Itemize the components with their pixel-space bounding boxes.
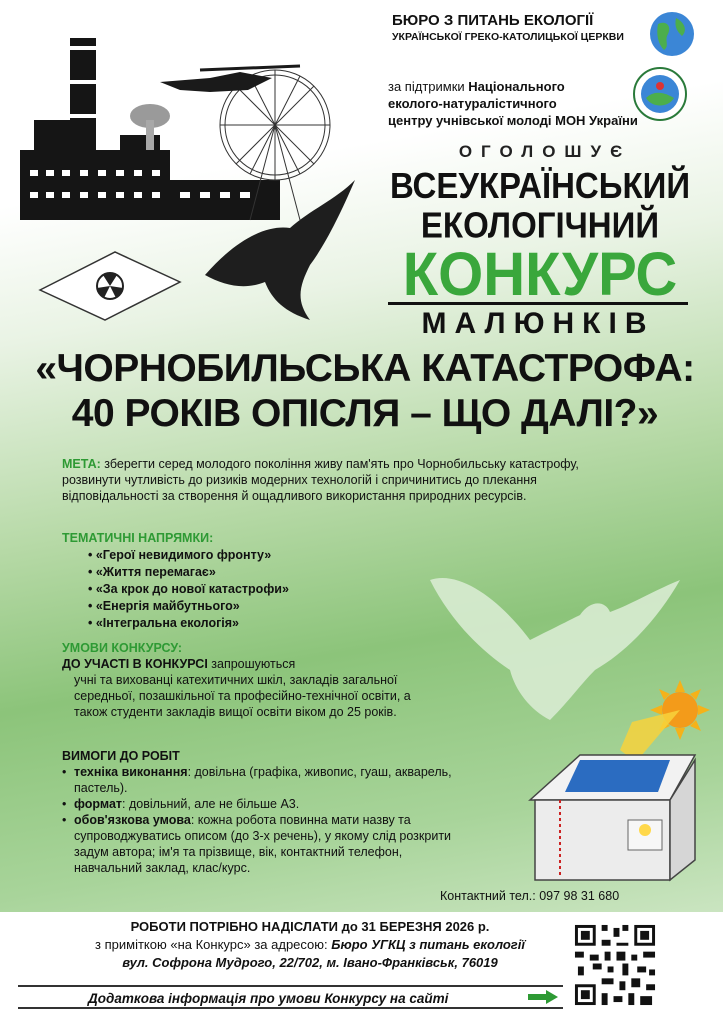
- organizer-name-line1: БЮРО З ПИТАНЬ ЕКОЛОГІЇ: [392, 12, 594, 29]
- participation-bold: ДО УЧАСТІ В КОНКУРСІ: [62, 657, 208, 671]
- requirements-section: [62, 748, 462, 876]
- contest-heading-line2: ЕКОЛОГІЧНИЙ: [420, 204, 660, 246]
- address-line1: Бюро УГКЦ з питань екології: [331, 937, 525, 952]
- contest-heading: [380, 166, 700, 245]
- organizer-name-line2: УКРАЇНСЬКОЇ ГРЕКО-КАТОЛИЦЬКОЇ ЦЕРКВИ: [392, 31, 624, 43]
- address-line2: вул. Софрона Мудрого, 22/702, м. Івано-Франківськ, 76019: [122, 955, 498, 970]
- theme-item: • «Енергія майбутнього»: [88, 598, 362, 615]
- contact-label: Контактний тел.:: [440, 889, 536, 903]
- deadline-text: РОБОТИ ПОТРІБНО НАДІСЛАТИ до 31 БЕРЕЗНЯ 2026 р.: [130, 919, 490, 934]
- contest-title: [20, 346, 710, 436]
- requirement-term: техніка виконання: [74, 765, 188, 779]
- solar-house-illustration: [520, 680, 720, 890]
- arrow-right-icon: [528, 990, 558, 1004]
- support-line2: еколого-натуралістичного: [388, 96, 557, 111]
- contest-word: КОНКУРС: [402, 240, 678, 309]
- contest-title-line1: «ЧОРНОБИЛЬСЬКА КАТАСТРОФА:: [35, 347, 695, 390]
- conditions-label: УМОВИ КОНКУРСУ:: [62, 641, 183, 655]
- support-line1: Національного: [468, 79, 565, 94]
- requirement-item: [62, 796, 462, 812]
- requirements-list: [62, 764, 462, 876]
- contest-heading-line1: ВСЕУКРАЇНСЬКИЙ: [389, 164, 691, 206]
- requirement-item: [62, 764, 462, 796]
- contact-phone: [440, 889, 680, 903]
- more-info-link[interactable]: Додаткова інформація про умови Конкурсу на сайті: [18, 985, 563, 1009]
- support-line3: центру учнівської молоді МОН України: [388, 113, 638, 128]
- drawings-word: МАЛЮНКІВ: [388, 302, 688, 341]
- support-block: [388, 78, 688, 129]
- conditions-section: [62, 640, 442, 720]
- note-prefix: з приміткою «на Конкурс» за адресою:: [95, 937, 328, 952]
- participants-text: учні та вихованці катехитичних шкіл, закладів загальної середньої, позашкільної та професійно-технічної освіти, а також студенти закладів вищої освіти віком до 25 років.: [74, 673, 411, 719]
- requirement-term: формат: [74, 797, 123, 811]
- support-prefix: за підтримки: [388, 79, 465, 94]
- requirement-item: [62, 812, 462, 876]
- requirement-text: : довільна (графіка, живопис, гуаш, акварель, пастель).: [74, 765, 452, 795]
- theme-item: • «Герої невидимого фронту»: [88, 547, 362, 564]
- submission-info: [60, 918, 560, 972]
- globe-logo-icon: [648, 10, 696, 58]
- requirement-text: : довільний, але не більше А3.: [122, 797, 300, 811]
- chernobyl-illustration: [10, 20, 390, 330]
- goal-section: [62, 456, 582, 504]
- announces-label: ОГОЛОШУЄ: [458, 142, 632, 161]
- themes-list: [62, 547, 362, 632]
- requirements-label: ВИМОГИ ДО РОБІТ: [62, 749, 180, 763]
- goal-text: зберегти серед молодого покоління живу пам'ять про Чорнобильську катастрофу, розвинути чутливість до ризиків модерних технологій і спричинитись до плекання відповідальності за створення й ощадливого використання природних ресурсів.: [62, 457, 579, 503]
- themes-label: ТЕМАТИЧНІ НАПРЯМКИ:: [62, 531, 214, 545]
- contest-title-line2: 40 РОКІВ ОПІСЛЯ – ЩО ДАЛІ?»: [71, 392, 659, 435]
- organizer-name: [392, 12, 652, 46]
- phone-number: 097 98 31 680: [539, 889, 620, 903]
- requirement-term: обов'язкова умова: [74, 813, 191, 827]
- participation-rest: запрошуються: [211, 657, 296, 671]
- themes-section: [62, 530, 362, 632]
- theme-item: • «За крок до нової катастрофи»: [88, 581, 362, 598]
- theme-item: • «Життя перемагає»: [88, 564, 362, 581]
- requirement-text: : кожна робота повинна мати назву та супроводжуватись описом (до 3-х речень), у якому слід розкрити задум автора; ім'я та прізвище, вік, контактний телефон, навчальний заклад, клас/курс.: [74, 813, 452, 875]
- theme-item: • «Інтегральна екологія»: [88, 615, 362, 632]
- qr-code-icon[interactable]: [572, 922, 658, 1008]
- goal-label: МЕТА:: [62, 457, 101, 471]
